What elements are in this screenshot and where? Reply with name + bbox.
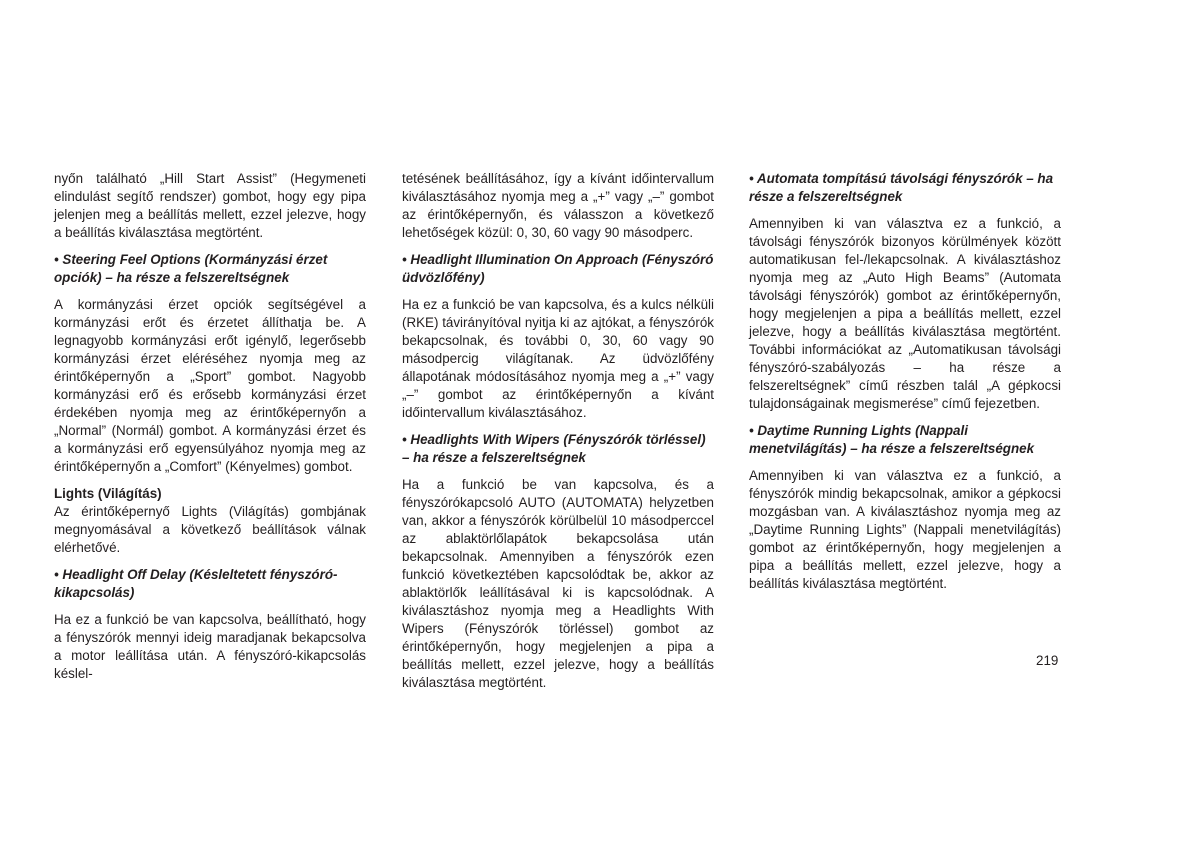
heading-auto-high-beams: • Automata tompítású távolsági fényszórók – ha része a felszereltségnek — [749, 171, 1054, 204]
paragraph-headlights-with-wipers: Ha a funkció be van kapcsolva, és a fényszórókapcsoló AUTO (AUTOMATA) helyzetben van, akkor a fényszórók körülbelül 10 másodperccel az ablaktörlőlapátok bekapcsolása után bekapcsolnak. Amennyiben a fényszórók ezen funkció következtében kapcsolódtak be, akkor az ablaktörlők leállításával ki is kapcsolódnak. A kiválasztáshoz nyomja meg a Headlights With Wipers (Fényszórók törléssel) gombot az érintőképernyőn, hogy megjelenjen a pipa a beállítás mellett, ezzel jelezve, hogy a beállítás kiválasztása megtörtént. — [402, 477, 714, 690]
page-number: 219 — [1036, 653, 1059, 668]
heading-headlight-illumination: • Headlight Illumination On Approach (Fényszóró üdvözlőfény) — [402, 252, 714, 285]
column-right — [749, 170, 1061, 602]
paragraph-headlight-off-delay: Ha ez a funkció be van kapcsolva, beállítható, hogy a fényszórók mennyi ideig maradjanak bekapcsolva a motor leállítása után. A fényszóró-kikapcsolás késlel- — [54, 612, 366, 681]
paragraph-auto-high-beams: Amennyiben ki van választva ez a funkció, a távolsági fényszórók bizonyos körülmények között automatikusan fel-/lekapcsolnak. A kiválasztáshoz nyomja meg az „Auto High Beams” (Automata távolsági fényszórók) gombot az érintőképernyőn, hogy megjelenjen a pipa a beállítás mellett, ezzel jelezve, hogy a beállítás kiválasztása megtörtént. További információkat az „Automatikusan távolsági fényszóró-szabályozás – ha része a felszereltségnek” című részben talál „A gépkocsi tulajdonságainak megismerése” című fejezetben. — [749, 216, 1061, 411]
paragraph-headlight-illumination: Ha ez a funkció be van kapcsolva, és a kulcs nélküli (RKE) távirányítóval nyitja ki az ajtókat, a fényszórók bekapcsolnak, és további 0, 30, 60 vagy 90 másodpercig világítanak. Az üdvözlőfény állapotának módosításához nyomja meg a „+” vagy „–” gombot az érintőképernyőn a kívánt időintervallum kiválasztásához. — [402, 297, 714, 420]
paragraph-headlight-delay-continued: tetésének beállításához, így a kívánt időintervallum kiválasztásához nyomja meg a „+” vagy „–” gombot az érintőképernyőn, és válasszon a következő lehetőségek közül: 0, 30, 60 vagy 90 másodperc. — [402, 171, 714, 240]
heading-headlight-off-delay: • Headlight Off Delay (Késleltetett fényszóró-kikapcsolás) — [54, 567, 338, 600]
paragraph-hill-start-continued: nyőn található „Hill Start Assist” (Hegymeneti elindulást segítő rendszer) gombot, hogy egy pipa jelenjen meg a beállítás mellett, ezzel jelezve, hogy a beállítás kiválasztása megtörtént. — [54, 171, 366, 240]
heading-daytime-running-lights: • Daytime Running Lights (Nappali menetvilágítás) – ha része a felszereltségnek — [749, 423, 1035, 456]
column-left — [54, 170, 366, 692]
paragraph-steering-feel: A kormányzási érzet opciók segítségével a kormányzási erőt és érzetet állíthatja be. A legnagyobb kormányzási erőt igénylő, legerősebb kormányzási érzet eléréséhez nyomja meg az érintőképernyőn a „Sport” gombot. Nagyobb kormányzási erő és erősebb kormányzási érzet érdekében nyomja meg az érintőképernyőn a „Normal” (Normál) gombot. A kormányzási érzet és a kormányzási erő egyensúlyához nyomja meg az érintőképernyőn a „Comfort” (Kényelmes) gombot. — [54, 297, 366, 474]
heading-steering-feel-options: • Steering Feel Options (Kormányzási érzet opciók) – ha része a felszereltségnek — [54, 252, 328, 285]
paragraph-lights-intro: Az érintőképernyő Lights (Világítás) gombjának megnyomásával a következő beállítások válnak elérhetővé. — [54, 504, 366, 555]
heading-headlights-with-wipers: • Headlights With Wipers (Fényszórók törléssel) – ha része a felszereltségnek — [402, 432, 706, 465]
heading-lights: Lights (Világítás) — [54, 486, 162, 501]
column-middle — [402, 170, 714, 701]
paragraph-daytime-running-lights: Amennyiben ki van választva ez a funkció, a fényszórók mindig bekapcsolnak, amikor a gépkocsi mozgásban van. A kiválasztáshoz nyomja meg az „Daytime Running Lights” (Nappali menetvilágítás) gombot az érintőképernyőn, hogy megjelenjen a pipa a beállítás mellett, ezzel jelezve, hogy a beállítás kiválasztása megtörtént. — [749, 468, 1061, 591]
